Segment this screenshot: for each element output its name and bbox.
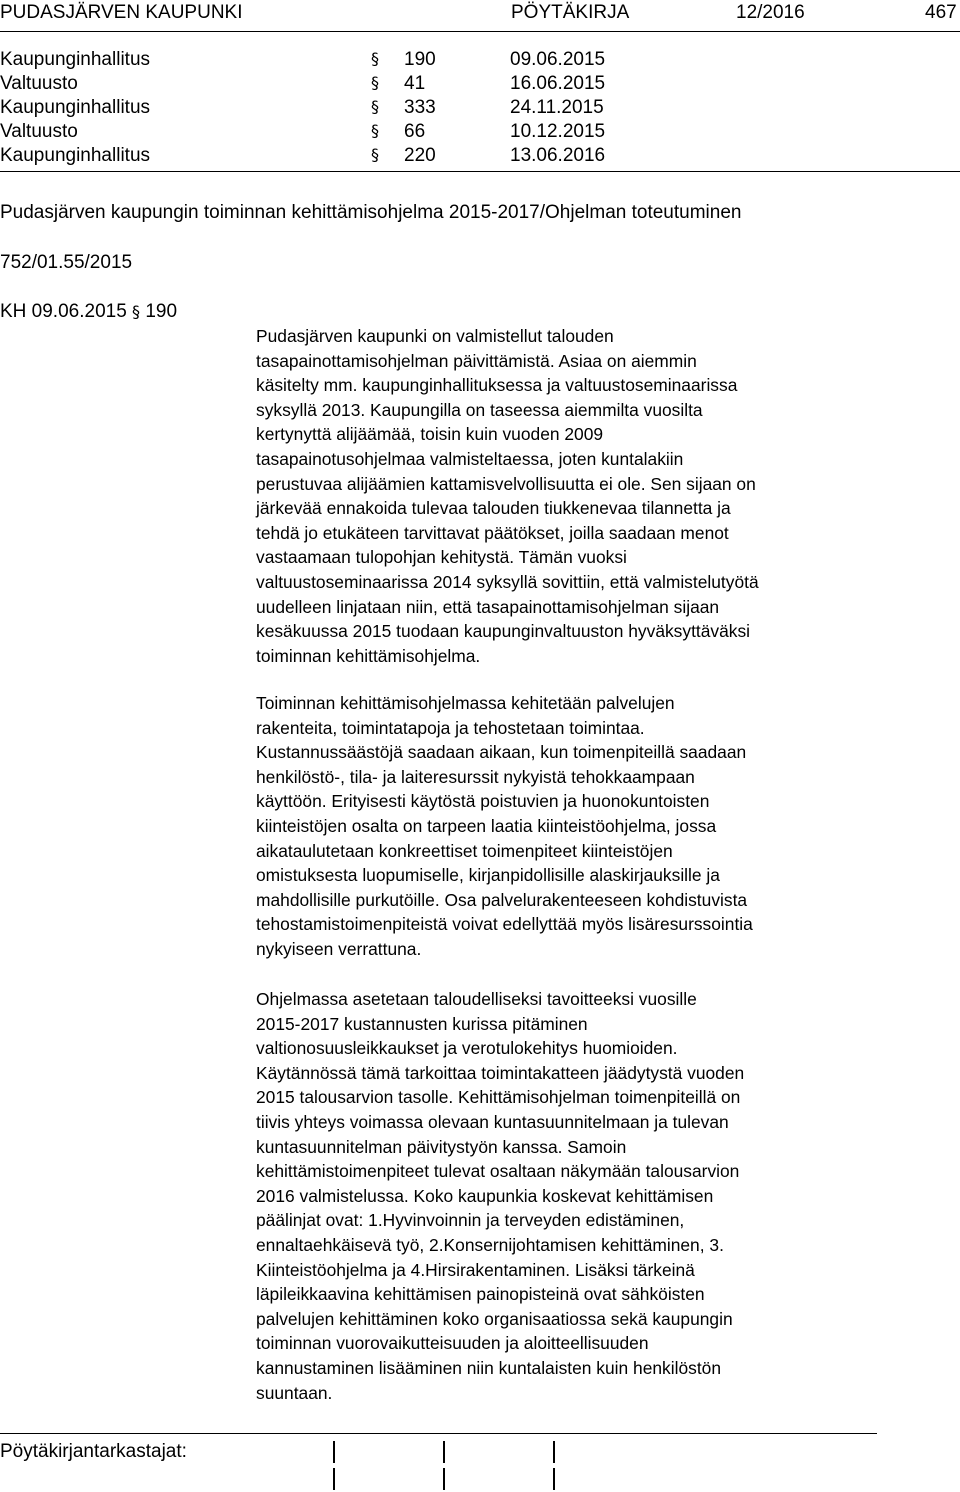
text-line: kehittämistoimenpiteet tulevat osaltaan näkymään talousarvion	[256, 1161, 740, 1182]
section-mark: §	[132, 302, 141, 321]
text-line: aikataulutetaan konkreettiset toimenpiteet kiinteistöjen	[256, 840, 673, 861]
section-mark: §	[371, 145, 379, 164]
history-section-number: 220	[404, 145, 436, 166]
text-line: henkilöstö-, tila- ja laiteresurssit nykyistä tehokkaampaan	[256, 766, 695, 787]
text-line: Pudasjärven kaupunki on valmistellut talouden	[256, 326, 614, 346]
meeting-date: KH 09.06.2015	[0, 301, 127, 322]
footer-divider	[0, 1433, 877, 1434]
text-line: Käytännössä tämä tarkoittaa toimintakatteen jäädytystä vuoden	[256, 1062, 745, 1083]
text-line: käyttöön. Erityisesti käytöstä poistuvien ja huonokuntoisten	[256, 791, 710, 812]
text-line: vastaamaan tulopohjan kehitystä. Tämän vuoksi	[256, 547, 627, 568]
history-body: Valtuusto	[0, 121, 78, 142]
history-row	[0, 145, 960, 169]
text-line: tasapainottamisohjelman päivittämistä. Asiaa on aiemmin	[256, 350, 697, 371]
section-mark: §	[371, 49, 379, 68]
text-line: toiminnan kehittämisohjelma.	[256, 645, 481, 666]
signature-field	[553, 1468, 555, 1490]
text-line: valtionosuusleikkaukset ja verotulokehitys huomioiden.	[256, 1038, 678, 1059]
history-section-number: 41	[404, 73, 426, 94]
text-line: tasapainotusohjelmaa valmisteltaessa, joten kuntalakiin	[256, 448, 684, 469]
text-line: tehdä jo etukäteen tarvittavat päätökset, joilla saadaan menot	[256, 522, 729, 543]
history-row	[0, 121, 960, 145]
text-line: nykyiseen verrattuna.	[256, 938, 422, 959]
history-section-number: 66	[404, 121, 426, 142]
text-line: mahdollisille purkutöille. Osa palvelurakenteeseen kohdistuvista	[256, 889, 748, 910]
history-body: Valtuusto	[0, 73, 78, 94]
text-line: tehostamistoimenpiteistä voivat edellyttää myös lisäresurssointia	[256, 914, 753, 935]
text-line: kesäkuussa 2015 tuodaan kaupunginvaltuuston hyväksyttäväksi	[256, 621, 751, 642]
text-line: 2015 talousarvion tasolle. Kehittämisohjelman toimenpiteillä on	[256, 1087, 741, 1108]
section-mark: §	[371, 97, 379, 116]
text-line: toiminnan vuorovaikutteisuuden ja aloitteellisuuden	[256, 1333, 649, 1354]
signature-field	[443, 1441, 445, 1463]
history-date: 24.11.2015	[510, 97, 604, 118]
text-line: Ohjelmassa asetetaan taloudelliseksi tavoitteeksi vuosille	[256, 989, 697, 1009]
text-line: läpileikkaavina kehittämisen painopisteinä ovat sähköisten	[256, 1284, 705, 1305]
history-row	[0, 73, 960, 97]
history-row	[0, 97, 960, 121]
history-body: Kaupunginhallitus	[0, 145, 151, 166]
history-date: 13.06.2016	[510, 145, 606, 166]
meeting-section-number: 190	[145, 301, 178, 322]
paragraph	[256, 987, 896, 1405]
text-line: järkevää ennakoida tulevaa talouden tiukkenevaa tilannetta ja	[256, 498, 731, 519]
history-section-number: 190	[404, 49, 436, 70]
history-date: 16.06.2015	[510, 73, 606, 94]
text-line: suuntaan.	[256, 1382, 333, 1403]
history-section-number: 333	[404, 97, 436, 118]
text-line: valtuustoseminaarissa 2014 syksyllä sovittiin, että valmistelutyötä	[256, 571, 759, 592]
issue-number: 12/2016	[736, 2, 805, 23]
footer-label: Pöytäkirjantarkastajat:	[0, 1441, 187, 1462]
text-line: perustuvaa alijäämien kattamisvelvollisuutta ei ole. Sen sijaan on	[256, 473, 756, 494]
text-line: kiinteistöjen osalta on tarpeen laatia kiinteistöohjelma, jossa	[256, 815, 717, 836]
organization-name: PUDASJÄRVEN KAUPUNKI	[0, 2, 243, 23]
header-divider	[0, 31, 960, 32]
signature-field	[333, 1441, 335, 1463]
paragraph	[256, 691, 896, 962]
document-type: PÖYTÄKIRJA	[511, 2, 630, 23]
text-line: uudelleen linjataan niin, että tasapainottamisohjelman sijaan	[256, 596, 720, 617]
text-line: Kustannussäästöjä saadaan aikaan, kun toimenpiteillä saadaan	[256, 742, 747, 763]
signature-field	[333, 1468, 335, 1490]
text-line: päälinjat ovat: 1.Hyvinvoinnin ja terveyden edistäminen,	[256, 1210, 685, 1231]
text-line: 2015-2017 kustannusten kurissa pitäminen	[256, 1013, 588, 1034]
text-line: rakenteita, toimintatapoja ja tehostetaan toimintaa.	[256, 717, 645, 738]
history-date: 10.12.2015	[510, 121, 606, 142]
section-mark: §	[371, 121, 379, 140]
text-line: omistuksesta luopumiselle, kirjanpidollisille alaskirjauksille ja	[256, 865, 720, 886]
page-number: 467	[925, 2, 957, 23]
history-body: Kaupunginhallitus	[0, 49, 151, 70]
signature-field	[443, 1468, 445, 1490]
text-line: syksyllä 2013. Kaupungilla on taseessa aiemmilta vuosilta	[256, 399, 703, 420]
history-row	[0, 49, 960, 73]
section-mark: §	[371, 73, 379, 92]
meeting-reference	[0, 301, 177, 323]
history-body: Kaupunginhallitus	[0, 97, 151, 118]
reference-number: 752/01.55/2015	[0, 252, 133, 273]
text-line: tiivis yhteys voimassa olevaan kuntasuunnitelmaan ja tulevan	[256, 1111, 729, 1132]
history-divider	[0, 171, 960, 172]
text-line: 2016 valmistelussa. Koko kaupunkia koskevat kehittämisen	[256, 1185, 714, 1206]
text-line: käsitelty mm. kaupunginhallituksessa ja valtuustoseminaarissa	[256, 375, 738, 396]
text-line: kannustaminen lisääminen niin kuntalaisten kuin henkilöstön	[256, 1357, 722, 1378]
text-line: Kiinteistöohjelma ja 4.Hirsirakentaminen. Lisäksi tärkeinä	[256, 1259, 695, 1280]
matter-title: Pudasjärven kaupungin toiminnan kehittämisohjelma 2015-2017/Ohjelman toteutuminen	[0, 202, 742, 223]
signature-field	[553, 1441, 555, 1463]
text-line: ennaltaehkäisevä työ, 2.Konsernijohtamisen kehittäminen, 3.	[256, 1234, 724, 1255]
paragraph	[256, 324, 896, 668]
text-line: palvelujen kehittäminen koko organisaatiossa sekä kaupungin	[256, 1308, 733, 1329]
history-date: 09.06.2015	[510, 49, 606, 70]
text-line: kertynyttä alijäämää, toisin kuin vuoden 2009	[256, 424, 604, 445]
text-line: kuntasuunnitelman päivitystyön kanssa. Samoin	[256, 1136, 627, 1157]
text-line: Toiminnan kehittämisohjelmassa kehitetään palvelujen	[256, 693, 675, 713]
